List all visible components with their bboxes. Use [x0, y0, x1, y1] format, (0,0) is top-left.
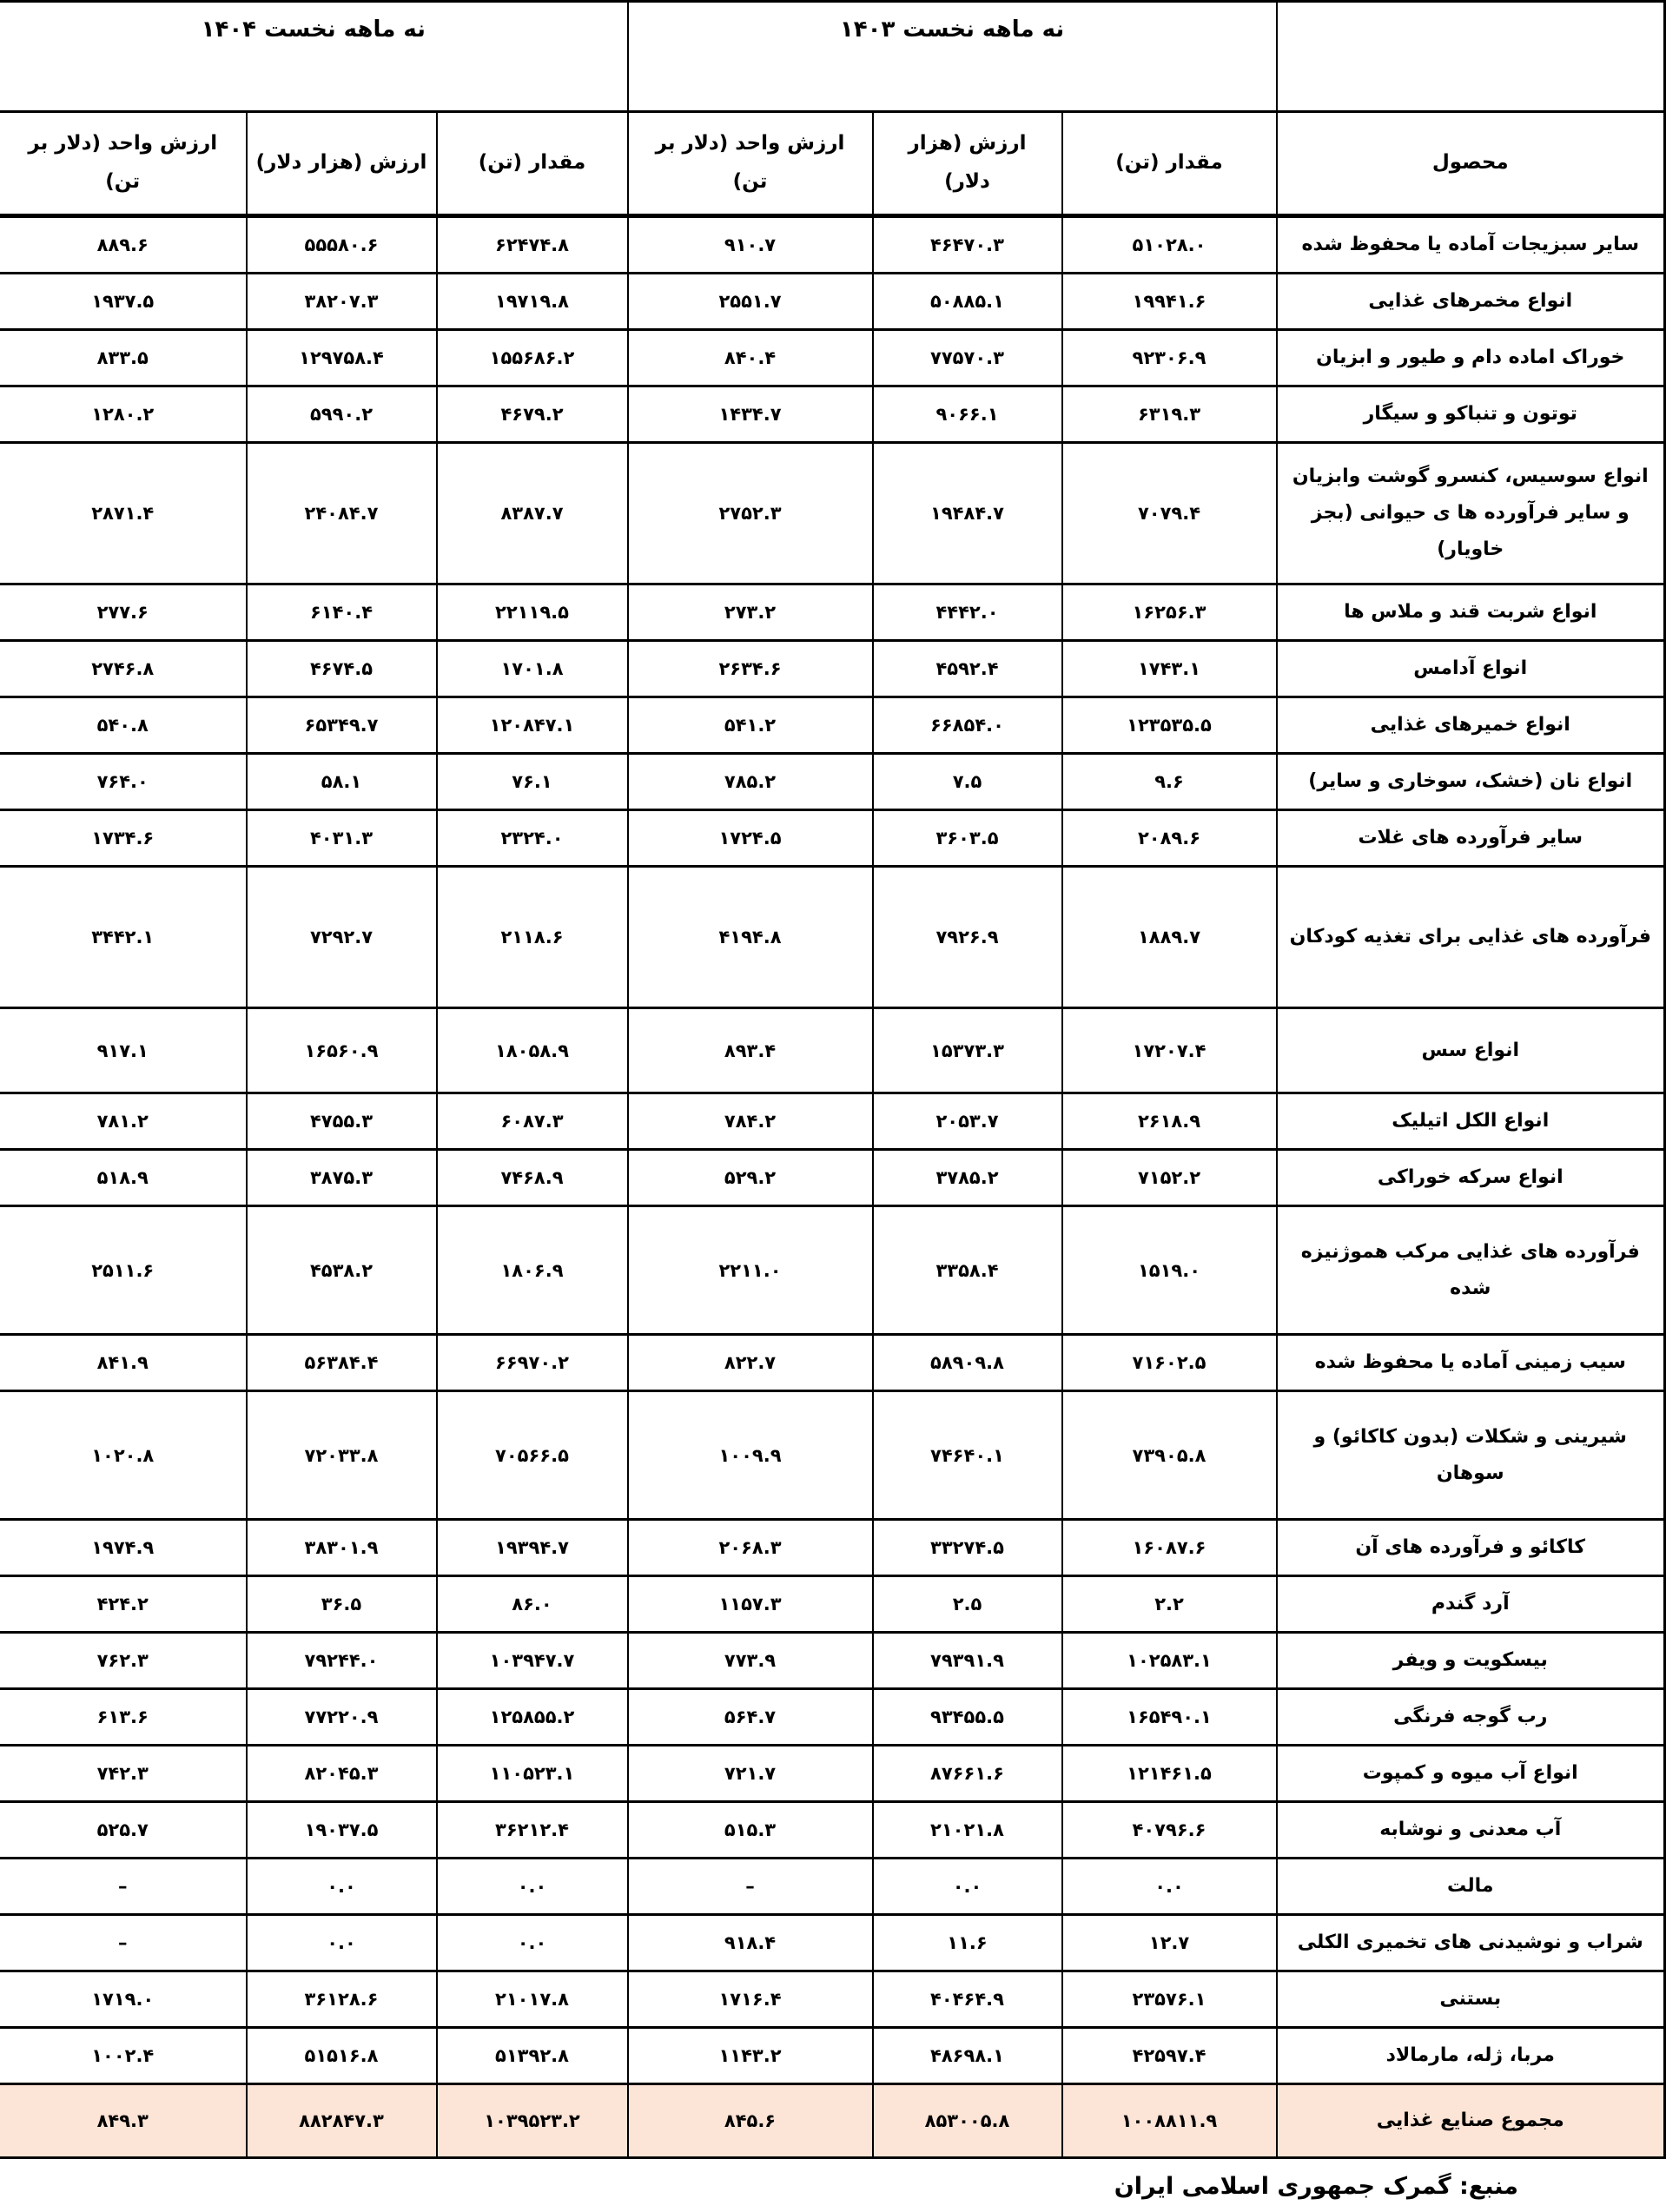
unit-value-1403-cell: ۹۱۸.۴ — [628, 1915, 873, 1971]
unit-value-1403-cell: ۸۲۲.۷ — [628, 1335, 873, 1391]
value-1404-cell: ۳۸۲۰۷.۳ — [247, 274, 437, 330]
qty-1403-cell: ۹.۶ — [1062, 754, 1277, 810]
table-row — [0, 1093, 1665, 1150]
value-1404-cell: ۱۹۰۳۷.۵ — [247, 1802, 437, 1859]
value-1403-cell: ۷۹۲۶.۹ — [873, 867, 1062, 1008]
value-1404-cell: ۰.۰ — [247, 1915, 437, 1971]
value-1403-cell: ۳۳۵۸.۴ — [873, 1206, 1062, 1335]
unit-value-1404-cell: ۸۴۹.۳ — [0, 2084, 247, 2158]
unit-value-1404-cell: ۲۵۱۱.۶ — [0, 1206, 247, 1335]
qty-1403-cell: ۹۲۳۰۶.۹ — [1062, 330, 1277, 386]
product-cell: بستنی — [1277, 1971, 1665, 2028]
unit-value-1403-cell: ۵۲۹.۲ — [628, 1150, 873, 1206]
qty-1404-cell: ۰.۰ — [437, 1859, 628, 1915]
qty-1404-cell: ۱۸۰۵۸.۹ — [437, 1008, 628, 1093]
product-cell: توتون و تنباکو و سیگار — [1277, 386, 1665, 443]
unit-value-1403-cell: ۱۰۰۹.۹ — [628, 1391, 873, 1520]
qty-1404-cell: ۴۶۷۹.۲ — [437, 386, 628, 443]
table-row — [0, 1633, 1665, 1689]
unit-value-1404-cell: ۷۶۴.۰ — [0, 754, 247, 810]
table-row — [0, 1335, 1665, 1391]
table-row — [0, 443, 1665, 584]
product-cell: انواع شربت قند و ملاس ها — [1277, 584, 1665, 641]
unit-value-1403-cell: ۲۰۶۸.۳ — [628, 1520, 873, 1576]
value-1403-cell: ۴۵۹۲.۴ — [873, 641, 1062, 697]
qty-1403-cell: ۱۶۵۴۹۰.۱ — [1062, 1689, 1277, 1746]
qty-1403-cell: ۲۰۸۹.۶ — [1062, 810, 1277, 867]
qty-1403-cell: ۱۶۲۵۶.۳ — [1062, 584, 1277, 641]
qty-1403-cell: ۷۳۹۰۵.۸ — [1062, 1391, 1277, 1520]
value-1403-cell: ۷.۵ — [873, 754, 1062, 810]
qty-1404-cell: ۳۶۲۱۲.۴ — [437, 1802, 628, 1859]
value-1404-cell: ۴۵۳۸.۲ — [247, 1206, 437, 1335]
product-cell: آرد گندم — [1277, 1576, 1665, 1633]
total-row — [0, 2084, 1665, 2158]
unit-value-1403-cell: ۵۴۱.۲ — [628, 697, 873, 754]
unit-value-1404-cell: ۱۰۲۰.۸ — [0, 1391, 247, 1520]
value-1403-cell: ۲۱۰۲۱.۸ — [873, 1802, 1062, 1859]
qty-1404-cell: ۱۹۷۱۹.۸ — [437, 274, 628, 330]
qty-1403-cell: ۱۰۲۵۸۳.۱ — [1062, 1633, 1277, 1689]
qty-1403-cell: ۷۱۵۲.۲ — [1062, 1150, 1277, 1206]
unit-value-1403-cell: ۷۷۳.۹ — [628, 1633, 873, 1689]
unit-value-1404-cell: ۲۸۷۱.۴ — [0, 443, 247, 584]
unit-value-1404-cell: ۵۲۵.۷ — [0, 1802, 247, 1859]
value-1404-cell: ۷۲۹۲.۷ — [247, 867, 437, 1008]
value-1404-cell: ۳۸۷۵.۳ — [247, 1150, 437, 1206]
qty-1403-cell: ۰.۰ — [1062, 1859, 1277, 1915]
product-cell: رب گوجه فرنگی — [1277, 1689, 1665, 1746]
qty-1403-cell: ۲۳۵۷۶.۱ — [1062, 1971, 1277, 2028]
table-row — [0, 1391, 1665, 1520]
value-1403-cell: ۶۶۸۵۴.۰ — [873, 697, 1062, 754]
table-row — [0, 697, 1665, 754]
product-cell: انواع آدامس — [1277, 641, 1665, 697]
unit-value-1404-cell: ۶۱۳.۶ — [0, 1689, 247, 1746]
table-row — [0, 1859, 1665, 1915]
unit-value-1404-cell: ۱۰۰۲.۴ — [0, 2028, 247, 2084]
table-row — [0, 1520, 1665, 1576]
value-1403-cell: ۳۷۸۵.۲ — [873, 1150, 1062, 1206]
value-1404-cell: ۵۱۵۱۶.۸ — [247, 2028, 437, 2084]
qty-1404-cell: ۱۵۵۶۸۶.۲ — [437, 330, 628, 386]
unit-value-1404-cell: ۵۴۰.۸ — [0, 697, 247, 754]
column-header-row — [0, 112, 1665, 216]
qty-1404-cell: ۷۴۶۸.۹ — [437, 1150, 628, 1206]
product-cell: انواع آب میوه و کمپوت — [1277, 1746, 1665, 1802]
value-1403-cell: ۲۰۵۳.۷ — [873, 1093, 1062, 1150]
value-1403-cell: ۱۹۴۸۴.۷ — [873, 443, 1062, 584]
qty-1403-cell: ۶۳۱۹.۳ — [1062, 386, 1277, 443]
unit-value-1404-cell: – — [0, 1859, 247, 1915]
unit-value-1404-cell: ۸۳۳.۵ — [0, 330, 247, 386]
unit-value-1403-cell: ۱۷۱۶.۴ — [628, 1971, 873, 2028]
table-row — [0, 584, 1665, 641]
value-1403-cell: ۳۳۲۷۴.۵ — [873, 1520, 1062, 1576]
unit-value-1403-cell: ۱۱۵۷.۳ — [628, 1576, 873, 1633]
product-cell: بیسکویت و ویفر — [1277, 1633, 1665, 1689]
value-1403-cell: ۸۵۳۰۰۵.۸ — [873, 2084, 1062, 2158]
qty-1403-cell: ۷۰۷۹.۴ — [1062, 443, 1277, 584]
value-1404-cell: ۷۲۰۳۳.۸ — [247, 1391, 437, 1520]
table-header — [0, 2, 1665, 216]
unit-value-1404-cell: ۹۱۷.۱ — [0, 1008, 247, 1093]
qty-1403-cell: ۲۶۱۸.۹ — [1062, 1093, 1277, 1150]
qty-1404-cell: ۱۲۰۸۴۷.۱ — [437, 697, 628, 754]
product-cell: سایر سبزیجات آماده یا محفوظ شده — [1277, 216, 1665, 274]
qty-1403-cell: ۱۷۲۰۷.۴ — [1062, 1008, 1277, 1093]
value-1403-cell: ۱۵۳۷۳.۳ — [873, 1008, 1062, 1093]
qty-1403-cell: ۵۱۰۲۸.۰ — [1062, 216, 1277, 274]
qty-1403-cell: ۴۲۵۹۷.۴ — [1062, 2028, 1277, 2084]
unit-value-1403-cell: ۷۲۱.۷ — [628, 1746, 873, 1802]
unit-value-1403-cell: ۲۲۱۱.۰ — [628, 1206, 873, 1335]
qty-1404-cell: ۶۰۸۷.۳ — [437, 1093, 628, 1150]
unit-value-1403-cell: ۱۱۴۳.۲ — [628, 2028, 873, 2084]
unit-value-1404-cell: ۸۸۹.۶ — [0, 216, 247, 274]
table-row — [0, 330, 1665, 386]
qty-1404-cell: ۸۳۸۷.۷ — [437, 443, 628, 584]
unit-value-1403-cell: ۱۴۳۴.۷ — [628, 386, 873, 443]
period-header-row — [0, 2, 1665, 112]
col-header-qty-1403: مقدار (تن) — [1062, 112, 1277, 216]
product-cell: انواع سرکه خوراکی — [1277, 1150, 1665, 1206]
value-1404-cell: ۵۵۵۸۰.۶ — [247, 216, 437, 274]
value-1404-cell: ۳۶.۵ — [247, 1576, 437, 1633]
period-header-1404: نه ماهه نخست ۱۴۰۴ — [0, 2, 628, 112]
product-cell: مالت — [1277, 1859, 1665, 1915]
unit-value-1404-cell: ۴۲۴.۲ — [0, 1576, 247, 1633]
product-cell: سیب زمینی آماده یا محفوظ شده — [1277, 1335, 1665, 1391]
product-cell: مجموع صنایع غذایی — [1277, 2084, 1665, 2158]
col-header-product: محصول — [1277, 112, 1665, 216]
unit-value-1404-cell: ۷۴۲.۳ — [0, 1746, 247, 1802]
value-1403-cell: ۵۰۸۸۵.۱ — [873, 274, 1062, 330]
table-row — [0, 867, 1665, 1008]
unit-value-1404-cell: ۱۹۷۴.۹ — [0, 1520, 247, 1576]
product-cell: انواع خمیرهای غذایی — [1277, 697, 1665, 754]
source-note: منبع: گمرک جمهوری اسلامی ایران — [1114, 2173, 1518, 2200]
product-cell: انواع نان (خشک، سوخاری و سایر) — [1277, 754, 1665, 810]
value-1404-cell: ۴۰۳۱.۳ — [247, 810, 437, 867]
unit-value-1403-cell: – — [628, 1859, 873, 1915]
value-1403-cell: ۳۶۰۳.۵ — [873, 810, 1062, 867]
qty-1403-cell: ۱۸۸۹.۷ — [1062, 867, 1277, 1008]
qty-1404-cell: ۲۳۲۴.۰ — [437, 810, 628, 867]
unit-value-1404-cell: ۷۶۲.۳ — [0, 1633, 247, 1689]
product-cell: مربا، ژله، مارمالاد — [1277, 2028, 1665, 2084]
table-body — [0, 216, 1665, 2158]
unit-value-1404-cell: ۱۹۳۷.۵ — [0, 274, 247, 330]
qty-1404-cell: ۶۲۴۷۴.۸ — [437, 216, 628, 274]
unit-value-1403-cell: ۸۹۳.۴ — [628, 1008, 873, 1093]
value-1404-cell: ۲۴۰۸۴.۷ — [247, 443, 437, 584]
unit-value-1404-cell: ۳۴۴۲.۱ — [0, 867, 247, 1008]
product-cell: انواع الکل اتیلیک — [1277, 1093, 1665, 1150]
product-cell: آب معدنی و نوشابه — [1277, 1802, 1665, 1859]
unit-value-1403-cell: ۲۵۵۱.۷ — [628, 274, 873, 330]
table-row — [0, 386, 1665, 443]
unit-value-1404-cell: ۱۷۱۹.۰ — [0, 1971, 247, 2028]
qty-1404-cell: ۲۱۰۱۷.۸ — [437, 1971, 628, 2028]
table-row — [0, 754, 1665, 810]
value-1404-cell: ۳۶۱۲۸.۶ — [247, 1971, 437, 2028]
qty-1404-cell: ۱۹۳۹۴.۷ — [437, 1520, 628, 1576]
qty-1403-cell: ۱۲.۷ — [1062, 1915, 1277, 1971]
product-cell: سایر فرآورده های غلات — [1277, 810, 1665, 867]
product-cell: خوراک اماده دام و طیور و ابزیان — [1277, 330, 1665, 386]
value-1404-cell: ۵۶۳۸۴.۴ — [247, 1335, 437, 1391]
qty-1404-cell: ۲۲۱۱۹.۵ — [437, 584, 628, 641]
unit-value-1404-cell: ۲۷۷.۶ — [0, 584, 247, 641]
unit-value-1404-cell: ۱۷۳۴.۶ — [0, 810, 247, 867]
table-row — [0, 1746, 1665, 1802]
unit-value-1404-cell: ۵۱۸.۹ — [0, 1150, 247, 1206]
value-1403-cell: ۴۸۶۹۸.۱ — [873, 2028, 1062, 2084]
value-1404-cell: ۱۶۵۶۰.۹ — [247, 1008, 437, 1093]
value-1403-cell: ۱۱.۶ — [873, 1915, 1062, 1971]
value-1403-cell: ۰.۰ — [873, 1859, 1062, 1915]
value-1404-cell: ۴۶۷۴.۵ — [247, 641, 437, 697]
value-1403-cell: ۸۷۶۶۱.۶ — [873, 1746, 1062, 1802]
table-row — [0, 810, 1665, 867]
product-cell: انواع سوسیس، کنسرو گوشت وابزیان و سایر فرآورده ها ی حیوانی (بجز خاویار) — [1277, 443, 1665, 584]
unit-value-1403-cell: ۴۱۹۴.۸ — [628, 867, 873, 1008]
value-1404-cell: ۸۲۰۴۵.۳ — [247, 1746, 437, 1802]
product-cell: شیرینی و شکلات (بدون کاکائو) و سوهان — [1277, 1391, 1665, 1520]
unit-value-1404-cell: ۷۸۱.۲ — [0, 1093, 247, 1150]
qty-1403-cell: ۱۹۹۴۱.۶ — [1062, 274, 1277, 330]
value-1404-cell: ۵۸.۱ — [247, 754, 437, 810]
unit-value-1403-cell: ۷۸۵.۲ — [628, 754, 873, 810]
corner-cell — [1277, 2, 1665, 112]
unit-value-1403-cell: ۲۶۳۴.۶ — [628, 641, 873, 697]
qty-1404-cell: ۱۲۵۸۵۵.۲ — [437, 1689, 628, 1746]
unit-value-1403-cell: ۲۷۵۲.۳ — [628, 443, 873, 584]
col-header-value-1404: ارزش (هزار دلار) — [247, 112, 437, 216]
qty-1403-cell: ۱۲۱۴۶۱.۵ — [1062, 1746, 1277, 1802]
unit-value-1404-cell: ۲۷۴۶.۸ — [0, 641, 247, 697]
value-1403-cell: ۷۹۳۹۱.۹ — [873, 1633, 1062, 1689]
value-1403-cell: ۴۶۴۷۰.۳ — [873, 216, 1062, 274]
qty-1404-cell: ۰.۰ — [437, 1915, 628, 1971]
qty-1403-cell: ۱۰۰۸۸۱۱.۹ — [1062, 2084, 1277, 2158]
value-1403-cell: ۷۷۵۷۰.۳ — [873, 330, 1062, 386]
value-1404-cell: ۰.۰ — [247, 1859, 437, 1915]
table-row — [0, 1689, 1665, 1746]
table-row — [0, 1150, 1665, 1206]
qty-1403-cell: ۷۱۶۰۲.۵ — [1062, 1335, 1277, 1391]
qty-1403-cell: ۱۷۴۳.۱ — [1062, 641, 1277, 697]
value-1404-cell: ۷۷۲۲۰.۹ — [247, 1689, 437, 1746]
col-header-qty-1404: مقدار (تن) — [437, 112, 628, 216]
value-1404-cell: ۴۷۵۵.۳ — [247, 1093, 437, 1150]
qty-1404-cell: ۷۶.۱ — [437, 754, 628, 810]
col-header-unit-value-1403: ارزش واحد (دلار بر تن) — [628, 112, 873, 216]
qty-1403-cell: ۲.۲ — [1062, 1576, 1277, 1633]
product-cell: فرآورده های غذایی مرکب هموژنیزه شده — [1277, 1206, 1665, 1335]
qty-1404-cell: ۷۰۵۶۶.۵ — [437, 1391, 628, 1520]
table-row — [0, 1971, 1665, 2028]
table-row — [0, 2028, 1665, 2084]
qty-1404-cell: ۱۰۳۹۴۷.۷ — [437, 1633, 628, 1689]
value-1403-cell: ۹۰۶۶.۱ — [873, 386, 1062, 443]
qty-1404-cell: ۱۷۰۱.۸ — [437, 641, 628, 697]
value-1404-cell: ۶۵۳۴۹.۷ — [247, 697, 437, 754]
value-1404-cell: ۱۲۹۷۵۸.۴ — [247, 330, 437, 386]
value-1403-cell: ۷۴۶۴۰.۱ — [873, 1391, 1062, 1520]
product-cell: فرآورده های غذایی برای تغذیه کودکان — [1277, 867, 1665, 1008]
qty-1404-cell: ۱۰۳۹۵۲۳.۲ — [437, 2084, 628, 2158]
qty-1404-cell: ۱۸۰۶.۹ — [437, 1206, 628, 1335]
qty-1403-cell: ۱۵۱۹.۰ — [1062, 1206, 1277, 1335]
value-1404-cell: ۳۸۳۰۱.۹ — [247, 1520, 437, 1576]
unit-value-1403-cell: ۵۱۵.۳ — [628, 1802, 873, 1859]
product-cell: انواع مخمرهای غذایی — [1277, 274, 1665, 330]
table-row — [0, 1206, 1665, 1335]
unit-value-1404-cell: ۸۴۱.۹ — [0, 1335, 247, 1391]
value-1403-cell: ۴۰۴۶۴.۹ — [873, 1971, 1062, 2028]
unit-value-1403-cell: ۸۴۵.۶ — [628, 2084, 873, 2158]
value-1403-cell: ۵۸۹۰۹.۸ — [873, 1335, 1062, 1391]
value-1404-cell: ۵۹۹۰.۲ — [247, 386, 437, 443]
qty-1404-cell: ۲۱۱۸.۶ — [437, 867, 628, 1008]
table-row — [0, 216, 1665, 274]
unit-value-1403-cell: ۱۷۲۴.۵ — [628, 810, 873, 867]
qty-1404-cell: ۶۶۹۷۰.۲ — [437, 1335, 628, 1391]
table-row — [0, 641, 1665, 697]
qty-1403-cell: ۴۰۷۹۶.۶ — [1062, 1802, 1277, 1859]
value-1404-cell: ۸۸۲۸۴۷.۳ — [247, 2084, 437, 2158]
qty-1404-cell: ۱۱۰۵۲۳.۱ — [437, 1746, 628, 1802]
product-cell: کاکائو و فرآورده های آن — [1277, 1520, 1665, 1576]
qty-1403-cell: ۱۲۳۵۳۵.۵ — [1062, 697, 1277, 754]
value-1404-cell: ۶۱۴۰.۴ — [247, 584, 437, 641]
value-1404-cell: ۷۹۲۴۴.۰ — [247, 1633, 437, 1689]
table-row — [0, 1008, 1665, 1093]
value-1403-cell: ۹۳۴۵۵.۵ — [873, 1689, 1062, 1746]
unit-value-1403-cell: ۹۱۰.۷ — [628, 216, 873, 274]
table-row — [0, 1802, 1665, 1859]
product-cell: شراب و نوشیدنی های تخمیری الکلی — [1277, 1915, 1665, 1971]
unit-value-1403-cell: ۸۴۰.۴ — [628, 330, 873, 386]
unit-value-1403-cell: ۵۶۴.۷ — [628, 1689, 873, 1746]
unit-value-1404-cell: – — [0, 1915, 247, 1971]
unit-value-1404-cell: ۱۲۸۰.۲ — [0, 386, 247, 443]
col-header-unit-value-1404: ارزش واحد (دلار بر تن) — [0, 112, 247, 216]
qty-1404-cell: ۸۶.۰ — [437, 1576, 628, 1633]
value-1403-cell: ۲.۵ — [873, 1576, 1062, 1633]
table-row — [0, 1576, 1665, 1633]
qty-1404-cell: ۵۱۳۹۲.۸ — [437, 2028, 628, 2084]
period-header-1403: نه ماهه نخست ۱۴۰۳ — [628, 2, 1277, 112]
col-header-value-1403: ارزش (هزار دلار) — [873, 112, 1062, 216]
unit-value-1403-cell: ۲۷۳.۲ — [628, 584, 873, 641]
qty-1403-cell: ۱۶۰۸۷.۶ — [1062, 1520, 1277, 1576]
table-row — [0, 1915, 1665, 1971]
table-row — [0, 274, 1665, 330]
unit-value-1403-cell: ۷۸۴.۲ — [628, 1093, 873, 1150]
product-cell: انواع سس — [1277, 1008, 1665, 1093]
value-1403-cell: ۴۴۴۲.۰ — [873, 584, 1062, 641]
